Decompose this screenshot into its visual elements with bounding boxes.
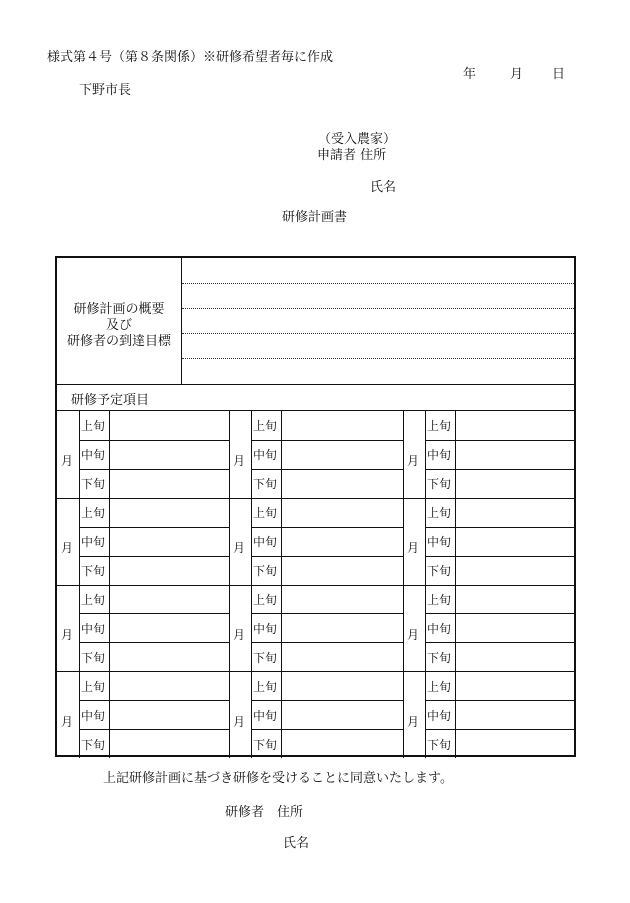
schedule-block-border bbox=[57, 498, 574, 499]
period-label: 下旬 bbox=[81, 650, 106, 665]
period-row-border bbox=[79, 440, 229, 441]
period-row-border bbox=[79, 527, 229, 528]
document-title: 研修計画書 bbox=[282, 210, 348, 225]
month-cell-border bbox=[79, 411, 80, 498]
schedule-header: 研修予定項目 bbox=[71, 393, 150, 408]
month-label: 月 bbox=[233, 714, 246, 729]
overview-bottom-border bbox=[57, 384, 574, 385]
month-label: 月 bbox=[407, 627, 420, 642]
overview-label-line2: 及び bbox=[105, 318, 132, 333]
period-row-border bbox=[79, 556, 229, 557]
period-row-border bbox=[79, 642, 229, 643]
period-row-border bbox=[425, 613, 574, 614]
month-cell-border bbox=[79, 671, 80, 758]
period-label: 中旬 bbox=[427, 708, 452, 723]
period-row-border bbox=[251, 440, 403, 441]
period-label: 中旬 bbox=[253, 621, 278, 636]
period-row-border bbox=[79, 729, 229, 730]
period-label: 下旬 bbox=[427, 737, 452, 752]
period-row-border bbox=[425, 642, 574, 643]
month-cell-border bbox=[425, 585, 426, 672]
month-cell-border bbox=[425, 411, 426, 498]
schedule-group-border bbox=[403, 498, 404, 585]
period-label: 下旬 bbox=[253, 737, 278, 752]
period-label: 下旬 bbox=[81, 477, 106, 492]
month-label: 月 bbox=[407, 454, 420, 469]
period-row-border bbox=[251, 700, 403, 701]
period-label: 下旬 bbox=[427, 650, 452, 665]
period-label: 中旬 bbox=[253, 535, 278, 550]
period-row-border bbox=[251, 527, 403, 528]
date-month-label: 月 bbox=[510, 67, 524, 82]
month-label: 月 bbox=[61, 454, 74, 469]
schedule-group-border bbox=[229, 498, 230, 585]
period-label: 中旬 bbox=[427, 621, 452, 636]
trainee-name-label: 氏名 bbox=[283, 836, 310, 851]
period-label: 下旬 bbox=[81, 737, 106, 752]
overview-divider bbox=[181, 258, 182, 384]
period-cell-border bbox=[109, 498, 110, 585]
overview-label-line3: 研修者の到達目標 bbox=[66, 334, 171, 349]
period-label: 上旬 bbox=[81, 679, 106, 694]
month-cell-border bbox=[251, 498, 252, 585]
period-row-border bbox=[251, 729, 403, 730]
period-cell-border bbox=[281, 585, 282, 672]
schedule-group-border bbox=[229, 671, 230, 758]
period-row-border bbox=[251, 556, 403, 557]
period-label: 上旬 bbox=[253, 506, 278, 521]
month-cell-border bbox=[251, 671, 252, 758]
month-label: 月 bbox=[61, 627, 74, 642]
month-cell-border bbox=[251, 585, 252, 672]
period-cell-border bbox=[109, 411, 110, 498]
period-label: 上旬 bbox=[253, 419, 278, 434]
overview-label-line1: 研修計画の概要 bbox=[73, 302, 165, 317]
period-cell-border bbox=[281, 411, 282, 498]
period-row-border bbox=[425, 440, 574, 441]
period-cell-border bbox=[109, 585, 110, 672]
period-label: 下旬 bbox=[427, 564, 452, 579]
period-label: 中旬 bbox=[427, 448, 452, 463]
period-label: 中旬 bbox=[427, 535, 452, 550]
month-label: 月 bbox=[61, 541, 74, 556]
period-label: 上旬 bbox=[427, 506, 452, 521]
period-row-border bbox=[425, 527, 574, 528]
period-label: 中旬 bbox=[81, 448, 106, 463]
period-cell-border bbox=[455, 671, 456, 758]
overview-line-3 bbox=[182, 333, 574, 334]
period-row-border bbox=[425, 729, 574, 730]
month-cell-border bbox=[425, 671, 426, 758]
schedule-group-border bbox=[229, 411, 230, 498]
schedule-block-border bbox=[57, 671, 574, 672]
applicant-name-label: 氏名 bbox=[370, 180, 397, 195]
period-label: 上旬 bbox=[427, 592, 452, 607]
month-label: 月 bbox=[407, 714, 420, 729]
schedule-block-border bbox=[57, 585, 574, 586]
month-label: 月 bbox=[233, 541, 246, 556]
period-label: 上旬 bbox=[81, 419, 106, 434]
period-cell-border bbox=[281, 498, 282, 585]
period-row-border bbox=[79, 700, 229, 701]
addressee: 下野市長 bbox=[79, 83, 132, 98]
period-row-border bbox=[251, 469, 403, 470]
applicant-role: （受入農家） bbox=[318, 132, 397, 147]
period-label: 上旬 bbox=[427, 419, 452, 434]
schedule-group-border bbox=[229, 585, 230, 672]
period-label: 中旬 bbox=[81, 708, 106, 723]
period-row-border bbox=[425, 469, 574, 470]
period-label: 下旬 bbox=[253, 477, 278, 492]
period-label: 中旬 bbox=[81, 621, 106, 636]
schedule-group-border bbox=[403, 671, 404, 758]
period-row-border bbox=[425, 556, 574, 557]
month-cell-border bbox=[79, 498, 80, 585]
schedule-header-border bbox=[57, 410, 574, 411]
month-label: 月 bbox=[407, 541, 420, 556]
month-label: 月 bbox=[233, 454, 246, 469]
month-cell-border bbox=[425, 498, 426, 585]
trainee-address-label: 研修者 住所 bbox=[225, 805, 304, 820]
overview-line-4 bbox=[182, 358, 574, 359]
period-row-border bbox=[425, 700, 574, 701]
month-label: 月 bbox=[233, 627, 246, 642]
overview-line-2 bbox=[182, 308, 574, 309]
period-row-border bbox=[251, 613, 403, 614]
period-label: 中旬 bbox=[253, 448, 278, 463]
period-label: 中旬 bbox=[81, 535, 106, 550]
period-label: 下旬 bbox=[81, 564, 106, 579]
schedule-group-border bbox=[403, 411, 404, 498]
agreement-text: 上記研修計画に基づき研修を受けることに同意いたします。 bbox=[103, 771, 453, 786]
month-label: 月 bbox=[61, 714, 74, 729]
period-label: 中旬 bbox=[253, 708, 278, 723]
schedule-group-border bbox=[403, 585, 404, 672]
period-label: 上旬 bbox=[253, 679, 278, 694]
period-cell-border bbox=[455, 411, 456, 498]
period-label: 下旬 bbox=[253, 564, 278, 579]
period-row-border bbox=[79, 613, 229, 614]
period-label: 下旬 bbox=[253, 650, 278, 665]
month-cell-border bbox=[251, 411, 252, 498]
period-label: 上旬 bbox=[81, 592, 106, 607]
period-label: 上旬 bbox=[81, 506, 106, 521]
plan-form-table bbox=[55, 256, 576, 757]
overview-line-1 bbox=[182, 283, 574, 284]
period-row-border bbox=[251, 642, 403, 643]
applicant-address-label: 申請者 住所 bbox=[317, 148, 387, 163]
period-cell-border bbox=[455, 585, 456, 672]
month-cell-border bbox=[79, 585, 80, 672]
period-cell-border bbox=[109, 671, 110, 758]
period-cell-border bbox=[281, 671, 282, 758]
form-number: 様式第４号（第８条関係）※研修希望者毎に作成 bbox=[47, 50, 334, 65]
period-label: 下旬 bbox=[427, 477, 452, 492]
period-label: 上旬 bbox=[253, 592, 278, 607]
date-day-label: 日 bbox=[552, 67, 566, 82]
period-row-border bbox=[79, 469, 229, 470]
period-label: 上旬 bbox=[427, 679, 452, 694]
date-year-label: 年 bbox=[463, 67, 477, 82]
period-cell-border bbox=[455, 498, 456, 585]
